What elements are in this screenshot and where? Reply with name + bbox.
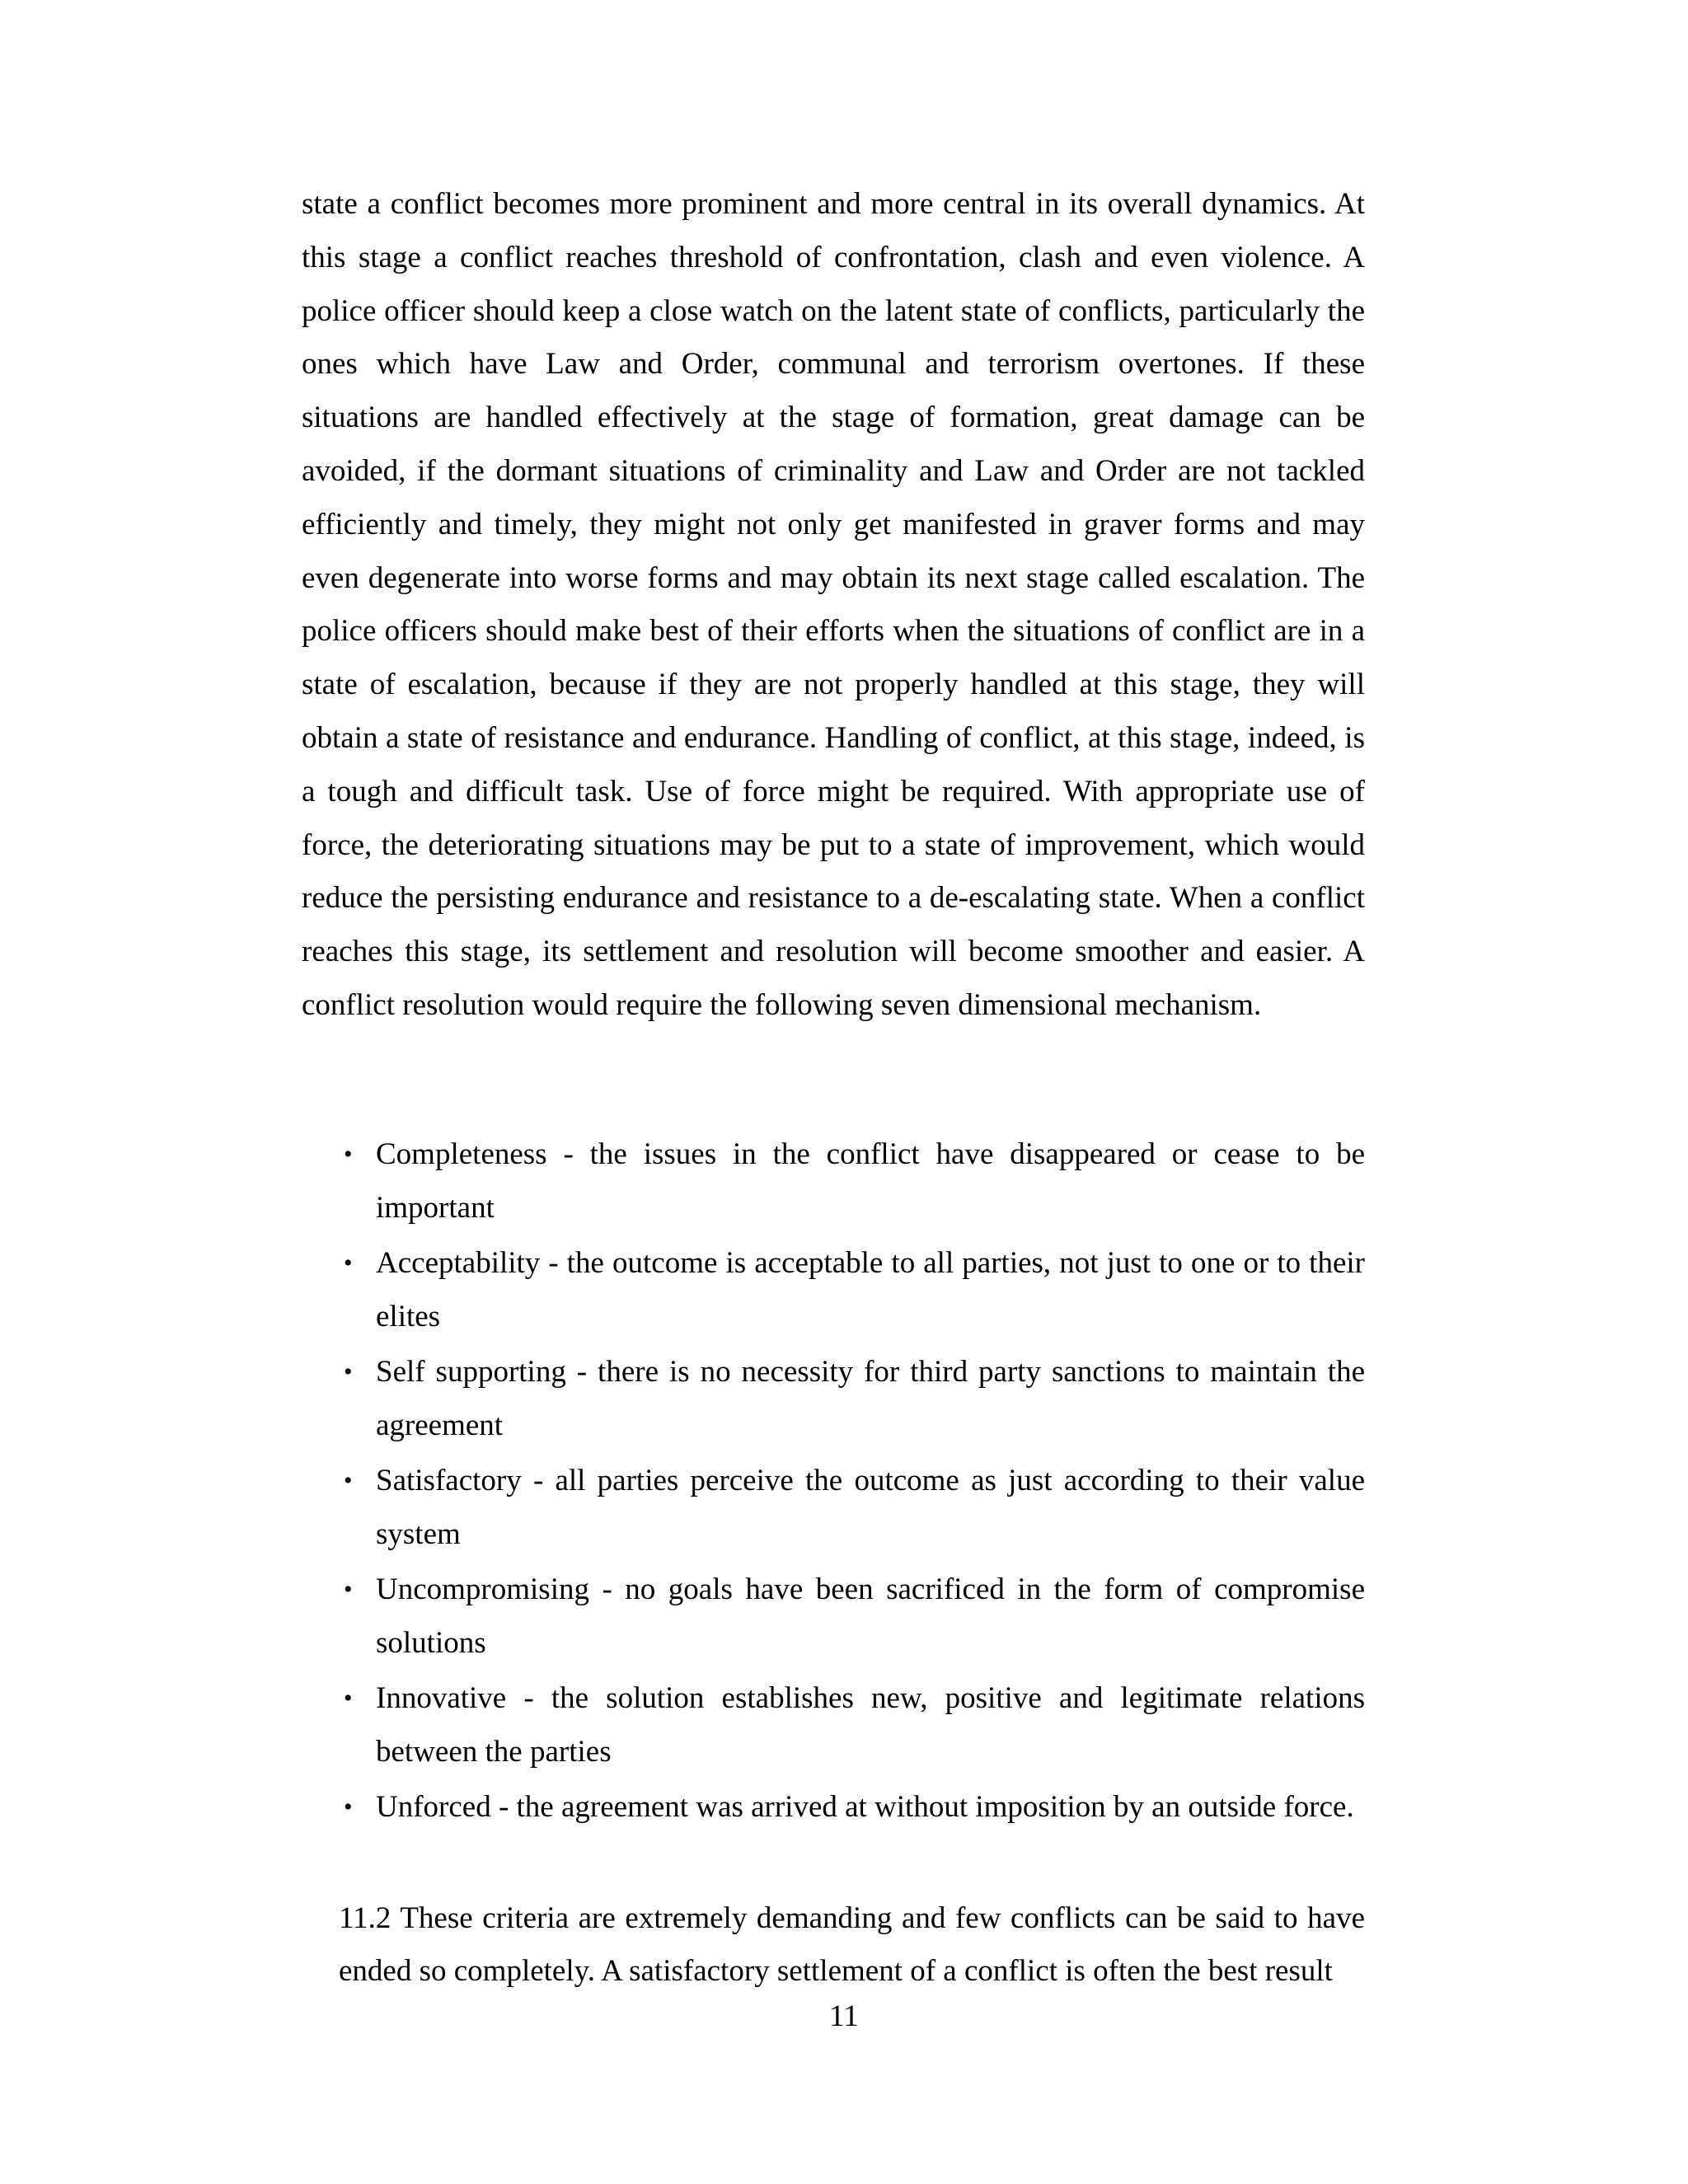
- intro-paragraph: state a conflict becomes more prominent and more central in its overall dynamics. At this stage a conflict reaches threshold of confrontation, clash and even violence. A police officer should keep a close watch on the latent state of conflicts, particularly the ones which have Law and Order, communal and terrorism overtones. If these situations are handled effectively at the stage of formation, great damage can be avoided, if the dormant situations of criminality and Law and Order are not tackled efficiently and timely, they might not only get manifested in graver forms and may even degenerate into worse forms and may obtain its next stage called escalation. The police officers should make best of their efforts when the situations of conflict are in a state of escalation, because if they are not properly handled at this stage, they will obtain a state of resistance and endurance. Handling of conflict, at this stage, indeed, is a tough and difficult task. Use of force might be required. With appropriate use of force, the deteriorating situations may be put to a state of improvement, which would reduce the persisting endurance and resistance to a de-escalating state. When a conflict reaches this stage, its settlement and resolution will become smoother and easier. A conflict resolution would require the following seven dimensional mechanism.: [302, 187, 1365, 1022]
- bullet-icon: •: [344, 1141, 353, 1168]
- bullet-icon: •: [344, 1249, 353, 1277]
- list-item: [302, 1671, 1365, 1779]
- list-item: [302, 1454, 1365, 1561]
- bullet-icon: •: [344, 1467, 353, 1494]
- resolution-criteria-list: [302, 1127, 1365, 1835]
- list-item: [302, 1236, 1365, 1343]
- bullet-icon: •: [344, 1685, 353, 1712]
- list-item-text: Completeness - the issues in the conflict have disappeared or cease to be important: [376, 1137, 1365, 1225]
- page-number: 11: [829, 1999, 859, 2033]
- list-item: [302, 1345, 1365, 1452]
- bullet-icon: •: [344, 1576, 353, 1603]
- list-item: [302, 1780, 1365, 1834]
- list-item-text: Acceptability - the outcome is acceptable to all parties, not just to one or to their elites: [376, 1246, 1365, 1333]
- closing-paragraph: 11.2 These criteria are extremely demanding and few conflicts can be said to have ended so completely. A satisfactory settlement of a conflict is often the best result: [339, 1901, 1365, 1988]
- list-item: [302, 1127, 1365, 1235]
- list-item-text: Unforced - the agreement was arrived at without imposition by an outside force.: [376, 1790, 1354, 1824]
- list-item: [302, 1563, 1365, 1670]
- list-item-text: Uncompromising - no goals have been sacrificed in the form of compromise solutions: [376, 1572, 1365, 1660]
- bullet-icon: •: [344, 1358, 353, 1385]
- bullet-icon: •: [344, 1793, 353, 1821]
- list-item-text: Innovative - the solution establishes new, positive and legitimate relations between the parties: [376, 1681, 1365, 1769]
- list-item-text: Satisfactory - all parties perceive the outcome as just according to their value system: [376, 1464, 1365, 1551]
- list-item-text: Self supporting - there is no necessity for third party sanctions to maintain the agreement: [376, 1355, 1365, 1442]
